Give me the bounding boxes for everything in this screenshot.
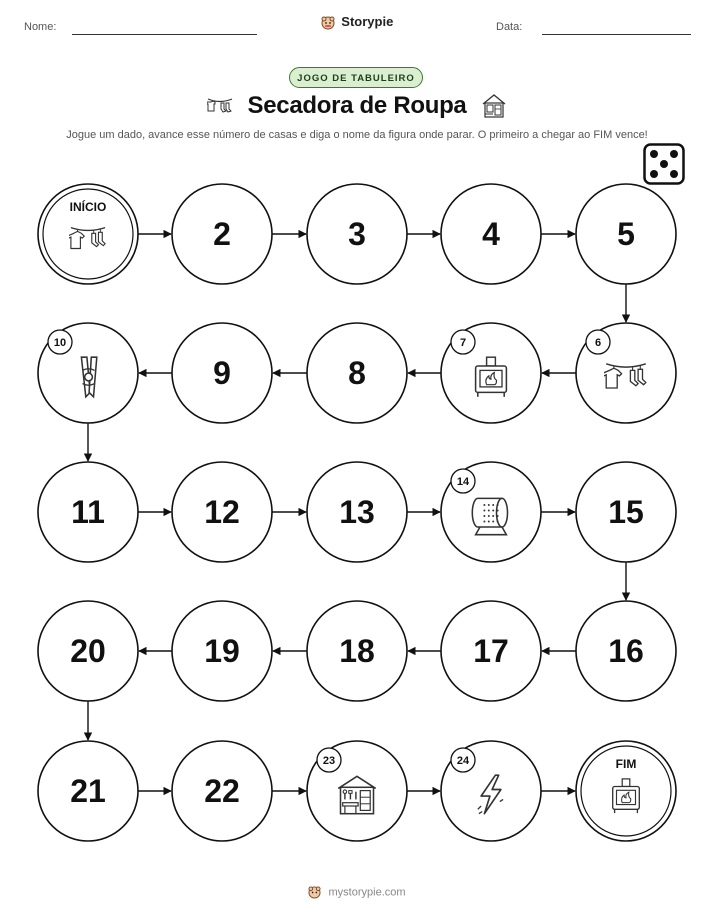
board-space-18[interactable] <box>307 601 407 701</box>
instructions: Jogue um dado, avance esse número de casas e diga o nome da figura onde parar. O primeiro a chegar ao FIM vence! <box>66 129 648 141</box>
board-space-19[interactable] <box>172 601 272 701</box>
board-space-11[interactable] <box>38 462 138 562</box>
page-title: Secadora de Roupa <box>247 92 467 119</box>
board-space-22[interactable] <box>172 741 272 841</box>
date-label: Data: <box>496 21 523 33</box>
board-space-5[interactable] <box>576 184 676 284</box>
space-number: 19 <box>204 633 240 669</box>
board-space-8[interactable] <box>307 323 407 423</box>
space-circle <box>38 184 138 284</box>
board-space-10[interactable] <box>38 323 138 423</box>
board-space-3[interactable] <box>307 184 407 284</box>
board-space-25[interactable] <box>576 741 676 841</box>
board-space-6[interactable] <box>576 323 676 423</box>
space-badge-number: 14 <box>456 476 470 488</box>
space-label: FIM <box>615 757 637 771</box>
space-number: 15 <box>608 494 644 530</box>
space-badge-number: 6 <box>594 337 602 349</box>
board-space-23[interactable] <box>307 741 407 841</box>
board-space-9[interactable] <box>172 323 272 423</box>
board-space-1[interactable] <box>38 184 138 284</box>
space-badge-number: 24 <box>456 755 470 767</box>
board-space-15[interactable] <box>576 462 676 562</box>
board-space-16[interactable] <box>576 601 676 701</box>
space-number: 8 <box>348 355 366 391</box>
space-number: 3 <box>348 216 366 252</box>
space-number: 17 <box>473 633 509 669</box>
board-space-14[interactable] <box>441 462 541 562</box>
board-space-21[interactable] <box>38 741 138 841</box>
board-space-12[interactable] <box>172 462 272 562</box>
space-number: 11 <box>71 494 105 530</box>
board-space-24[interactable] <box>441 741 541 841</box>
space-number: 4 <box>482 216 500 252</box>
space-badge-number: 10 <box>53 337 67 349</box>
footer <box>0 886 714 899</box>
footer-url: mystorypie.com <box>328 886 406 899</box>
space-number: 12 <box>204 494 240 530</box>
space-number: 13 <box>339 494 375 530</box>
space-number: 16 <box>608 633 644 669</box>
space-number: 22 <box>204 773 240 809</box>
board-space-20[interactable] <box>38 601 138 701</box>
game-type-badge: JOGO DE TABULEIRO <box>289 67 423 88</box>
space-number: 21 <box>70 773 106 809</box>
space-badge-number: 23 <box>322 755 336 767</box>
space-badge-number: 7 <box>459 337 467 349</box>
board-space-13[interactable] <box>307 462 407 562</box>
board-space-4[interactable] <box>441 184 541 284</box>
space-number: 2 <box>213 216 231 252</box>
space-number: 9 <box>213 355 231 391</box>
space-number: 18 <box>339 633 375 669</box>
brand-name: Storypie <box>341 14 394 29</box>
space-number: 5 <box>617 216 635 252</box>
space-number: 20 <box>70 633 106 669</box>
name-label: Nome: <box>24 21 57 33</box>
space-label: INÍCIO <box>69 200 107 214</box>
storypie-logo-icon <box>308 886 321 899</box>
board-space-7[interactable] <box>441 323 541 423</box>
board-space-17[interactable] <box>441 601 541 701</box>
board-space-2[interactable] <box>172 184 272 284</box>
